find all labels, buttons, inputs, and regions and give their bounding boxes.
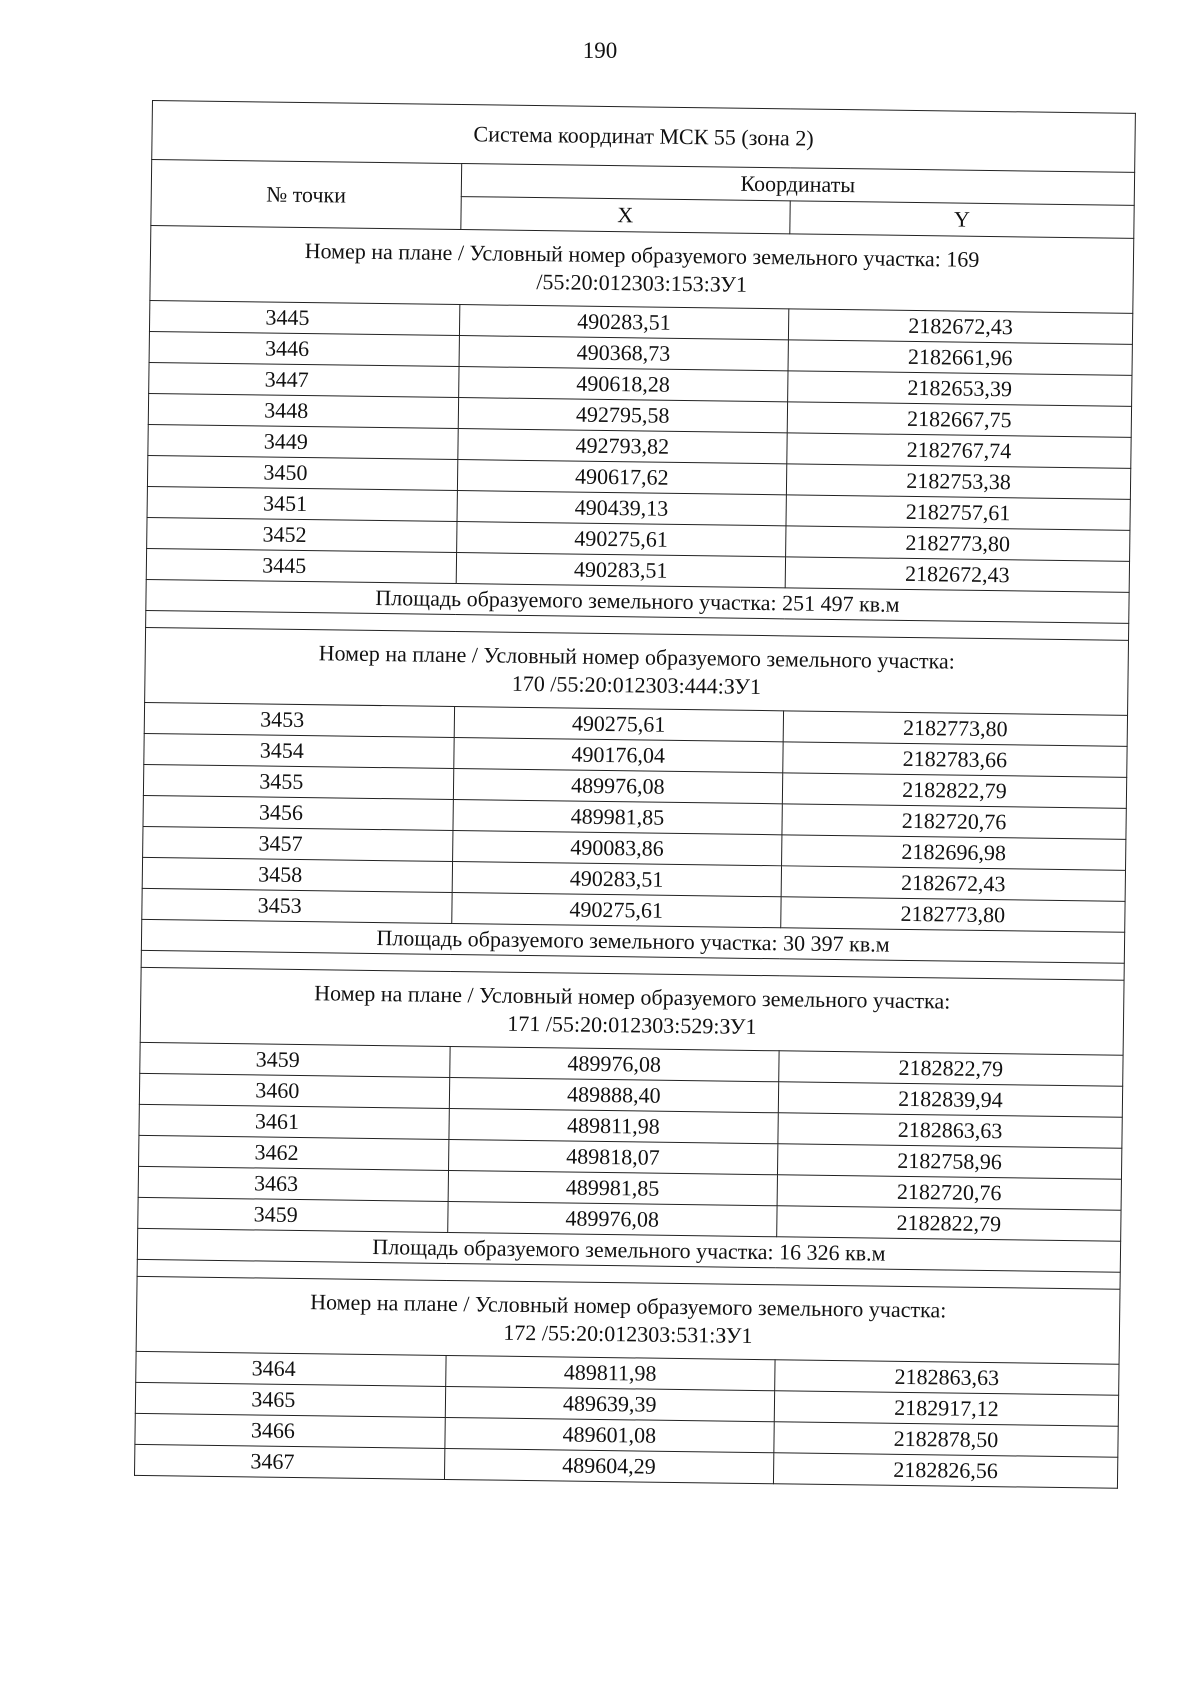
x-coordinate-cell: 490083,86	[452, 830, 782, 865]
page-number: 190	[582, 38, 618, 63]
y-coordinate-cell: 2182826,56	[773, 1453, 1117, 1489]
parcel-header-line2: 172 /55:20:012303:531:ЗУ1	[503, 1319, 753, 1348]
y-coordinate-cell: 2182661,96	[788, 340, 1132, 376]
parcel-area-text: Площадь образуемого земельного участка: 16 326 кв.м	[137, 1228, 1120, 1272]
y-coordinate-cell: 2182783,66	[783, 742, 1127, 778]
x-coordinate-cell: 490283,51	[452, 861, 782, 896]
y-coordinate-cell: 2182773,80	[783, 711, 1127, 747]
y-coordinate-cell: 2182822,79	[782, 773, 1126, 809]
point-number-cell: 3463	[138, 1166, 448, 1201]
parcel-section-header	[145, 627, 1129, 715]
x-coordinate-cell: 490283,51	[456, 553, 786, 588]
point-number-cell: 3464	[136, 1351, 446, 1386]
y-coordinate-cell: 2182773,80	[781, 897, 1125, 933]
y-coordinate-cell: 2182863,63	[778, 1113, 1122, 1149]
point-number-cell: 3466	[135, 1413, 445, 1448]
point-number-cell: 3454	[144, 733, 454, 768]
y-coordinate-cell: 2182696,98	[781, 835, 1125, 871]
x-coordinate-cell: 490618,28	[458, 367, 788, 402]
point-number-cell: 3459	[140, 1042, 450, 1077]
y-coordinate-cell: 2182667,75	[787, 402, 1131, 438]
point-number-cell: 3452	[147, 517, 457, 552]
point-number-cell: 3451	[147, 486, 457, 521]
point-number-cell: 3453	[144, 702, 454, 737]
coordinates-header: Координаты	[461, 164, 1135, 206]
x-coordinate-cell: 489976,08	[447, 1201, 777, 1236]
x-coordinate-cell: 489888,40	[449, 1077, 779, 1112]
parcel-header-line2: 170 /55:20:012303:444:ЗУ1	[511, 670, 762, 700]
x-coordinate-cell: 490176,04	[453, 738, 783, 773]
parcel-section-header	[150, 225, 1134, 313]
x-coordinate-cell: 492793,82	[457, 429, 787, 464]
x-coordinate-cell: 489639,39	[445, 1386, 775, 1421]
point-number-cell: 3467	[134, 1444, 444, 1479]
section-header-row	[136, 1276, 1120, 1364]
parcel-section-header	[136, 1276, 1120, 1364]
section-header-row	[140, 967, 1124, 1055]
y-coordinate-cell: 2182672,43	[788, 309, 1132, 345]
parcel-header-line2: /55:20:012303:153:ЗУ1	[536, 269, 748, 297]
y-coordinate-cell: 2182878,50	[774, 1422, 1118, 1458]
x-coordinate-cell: 490617,62	[457, 460, 787, 495]
x-header: X	[460, 197, 790, 234]
y-coordinate-cell: 2182672,43	[781, 866, 1125, 902]
coordinate-system-title: Система координат МСК 55 (зона 2)	[152, 101, 1136, 173]
y-coordinate-cell: 2182917,12	[774, 1391, 1118, 1427]
parcel-area-text: Площадь образуемого земельного участка: 251 497 кв.м	[146, 579, 1129, 623]
x-coordinate-cell: 489976,08	[453, 769, 783, 804]
x-coordinate-cell: 489811,98	[449, 1108, 779, 1143]
y-coordinate-cell: 2182653,39	[788, 371, 1132, 407]
point-number-cell: 3462	[139, 1135, 449, 1170]
x-coordinate-cell: 489604,29	[444, 1448, 774, 1483]
point-number-cell: 3445	[146, 548, 456, 583]
point-number-header: № точки	[151, 160, 461, 230]
point-number-cell: 3455	[143, 764, 453, 799]
section-header-row	[150, 225, 1134, 313]
x-coordinate-cell: 490283,51	[459, 305, 789, 340]
y-coordinate-cell: 2182767,74	[787, 433, 1131, 469]
point-number-cell: 3446	[149, 331, 459, 366]
y-coordinate-cell: 2182672,43	[785, 557, 1129, 593]
parcel-area-text: Площадь образуемого земельного участка: 30 397 кв.м	[141, 919, 1124, 963]
y-header: Y	[790, 201, 1134, 239]
y-coordinate-cell: 2182822,79	[777, 1206, 1121, 1242]
parcel-header-line1: Номер на плане / Условный номер образуемого земельного участка:	[314, 980, 951, 1014]
point-number-cell: 3448	[148, 393, 458, 428]
parcel-section-header	[140, 967, 1124, 1055]
x-coordinate-cell: 490275,61	[456, 522, 786, 557]
x-coordinate-cell: 490275,61	[451, 892, 781, 927]
y-coordinate-cell: 2182758,96	[777, 1144, 1121, 1180]
coordinates-table	[134, 100, 1136, 1489]
parcel-header-line1: Номер на плане / Условный номер образуемого земельного участка: 169	[304, 238, 980, 272]
parcel-header-line2: 171 /55:20:012303:529:ЗУ1	[507, 1010, 757, 1039]
x-coordinate-cell: 489976,08	[449, 1046, 779, 1081]
point-number-cell: 3450	[147, 455, 457, 490]
point-number-cell: 3459	[138, 1197, 448, 1232]
point-number-cell: 3453	[142, 888, 452, 923]
x-coordinate-cell: 492795,58	[458, 398, 788, 433]
x-coordinate-cell: 489981,85	[453, 800, 783, 835]
point-number-cell: 3449	[148, 424, 458, 459]
point-number-cell: 3460	[139, 1073, 449, 1108]
y-coordinate-cell: 2182839,94	[778, 1082, 1122, 1118]
y-coordinate-cell: 2182720,76	[777, 1175, 1121, 1211]
y-coordinate-cell: 2182822,79	[779, 1051, 1123, 1087]
point-number-cell: 3456	[143, 795, 453, 830]
y-coordinate-cell: 2182753,38	[786, 464, 1130, 500]
parcel-header-line1: Номер на плане / Условный номер образуемого земельного участка:	[310, 1289, 947, 1323]
coordinates-document	[134, 100, 1136, 1489]
point-number-cell: 3445	[149, 300, 459, 335]
y-coordinate-cell: 2182720,76	[782, 804, 1126, 840]
x-coordinate-cell: 489601,08	[445, 1417, 775, 1452]
x-coordinate-cell: 490275,61	[454, 707, 784, 742]
x-coordinate-cell: 490439,13	[457, 491, 787, 526]
point-number-cell: 3461	[139, 1104, 449, 1139]
section-header-row	[145, 627, 1129, 715]
x-coordinate-cell: 490368,73	[459, 336, 789, 371]
point-number-cell: 3458	[142, 857, 452, 892]
point-number-cell: 3457	[143, 826, 453, 861]
y-coordinate-cell: 2182863,63	[775, 1360, 1119, 1396]
x-coordinate-cell: 489811,98	[445, 1355, 775, 1390]
x-coordinate-cell: 489818,07	[448, 1139, 778, 1174]
point-number-cell: 3447	[149, 362, 459, 397]
y-coordinate-cell: 2182757,61	[786, 495, 1130, 531]
y-coordinate-cell: 2182773,80	[786, 526, 1130, 562]
point-number-cell: 3465	[135, 1382, 445, 1417]
parcel-header-line1: Номер на плане / Условный номер образуемого земельного участка:	[318, 640, 955, 674]
x-coordinate-cell: 489981,85	[448, 1170, 778, 1205]
